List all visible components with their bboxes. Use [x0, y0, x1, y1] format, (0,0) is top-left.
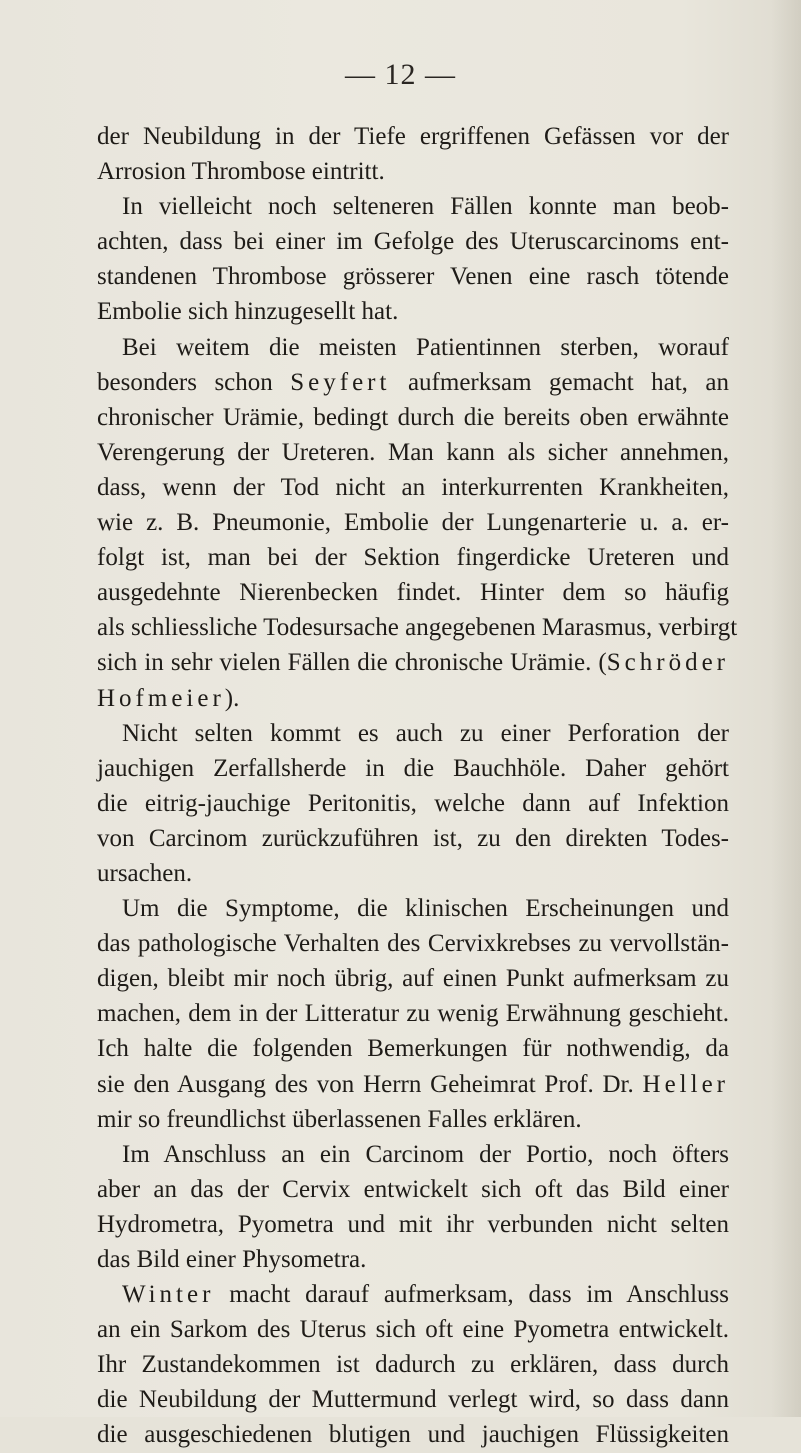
text-line — [97, 645, 729, 680]
text-line: Arrosion Thrombose eintritt. — [97, 158, 385, 186]
text-line: machen, dem in der Litteratur zu wenig Erwähnung geschieht. — [97, 1000, 729, 1028]
text-line: das Bild einer Physometra. — [97, 1246, 367, 1273]
text-line: folgt ist, man bei der Sektion fingerdicke Ureteren und — [97, 544, 729, 572]
text-line: das pathologische Verhalten des Cervixkrebses zu vervollstän- — [97, 930, 729, 958]
text-line: Ihr Zustandekommen ist dadurch zu erklären, dass durch — [97, 1351, 729, 1379]
text-line: Bei weitem die meisten Patientinnen sterben, worauf — [122, 333, 729, 361]
text-line: wie z. B. Pneumonie, Embolie der Lungenarterie u. a. er- — [97, 509, 729, 537]
text-line: aber an das der Cervix entwickelt sich oft das Bild einer — [97, 1175, 729, 1203]
author-name: Schröder — [606, 649, 729, 677]
text-line: die eitrig-jauchige Peritonitis, welche dann auf Infektion — [97, 789, 729, 817]
text-line: digen, bleibt mir noch übrig, auf einen Punkt aufmerksam zu — [97, 965, 729, 993]
author-name: Heller — [642, 1070, 729, 1098]
text-line — [97, 1277, 729, 1312]
text-line: Nicht selten kommt es auch zu einer Perforation der — [122, 719, 729, 747]
text-line: jauchigen Zerfallsherde in die Bauchhöle. Daher gehört — [97, 754, 729, 782]
author-name: Winter — [122, 1281, 215, 1309]
body-text — [97, 119, 738, 1453]
text-line: Um die Symptome, die klinischen Erscheinungen und — [122, 895, 729, 923]
text-line: mir so freundlichst überlassenen Falles erklären. — [97, 1105, 582, 1133]
text-fragment: sich in sehr vielen Fällen die chronische Urämie. ( — [97, 649, 607, 677]
text-line: Hydrometra, Pyometra und mit ihr verbunden nicht selten — [97, 1210, 729, 1238]
text-line: Verengerung der Ureteren. Man kann als sicher annehmen, — [97, 438, 729, 466]
text-line: In vielleicht noch selteneren Fällen konnte man beob- — [122, 193, 729, 221]
text-line: achten, dass bei einer im Gefolge des Uteruscarcinoms ent- — [97, 228, 729, 256]
text-line — [97, 681, 729, 716]
text-line: die Neubildung der Muttermund verlegt wird, so dass dann — [97, 1386, 729, 1414]
text-line: Im Anschluss an ein Carcinom der Portio, noch öfters — [122, 1140, 729, 1168]
text-line: ausgedehnte Nierenbecken findet. Hinter dem so häufig — [97, 579, 729, 607]
text-line: an ein Sarkom des Uterus sich oft eine Pyometra entwickelt. — [97, 1316, 729, 1344]
text-fragment: macht darauf aufmerksam, dass im Anschluss — [229, 1281, 730, 1309]
text-line: Ich halte die folgenden Bemerkungen für nothwendig, da — [97, 1035, 729, 1063]
text-line — [97, 1067, 729, 1102]
text-fragment: ). — [224, 684, 240, 712]
author-name: Hofmeier — [97, 684, 225, 712]
text-fragment: besonders schon — [97, 368, 273, 396]
page-edge-shadow — [771, 0, 801, 1417]
text-line: chronischer Urämie, bedingt durch die bereits oben erwähnte — [97, 403, 729, 431]
text-line: von Carcinom zurückzuführen ist, zu den direkten Todes- — [97, 824, 729, 852]
text-line: als schliessliche Todesursache angegebenen Marasmus, verbirgt — [97, 614, 738, 642]
author-name: Seyfert — [290, 368, 391, 396]
text-line: der Neubildung in der Tiefe ergriffenen Gefässen vor der — [97, 123, 729, 150]
text-line: ursachen. — [97, 859, 193, 887]
page-number: — 12 — — [345, 58, 456, 91]
text-fragment: sie den Ausgang des von Herrn Geheimrat Prof. Dr. — [97, 1070, 634, 1098]
text-line: die ausgeschiedenen blutigen und jauchigen Flüssigkeiten — [97, 1421, 729, 1449]
text-fragment: aufmerksam gemacht hat, an — [407, 368, 730, 396]
text-line: standenen Thrombose grösserer Venen eine rasch tötende — [97, 263, 729, 291]
text-line — [97, 365, 729, 400]
text-line: Embolie sich hinzugesellt hat. — [97, 298, 399, 326]
text-line: dass, wenn der Tod nicht an interkurrenten Krankheiten, — [97, 473, 729, 501]
